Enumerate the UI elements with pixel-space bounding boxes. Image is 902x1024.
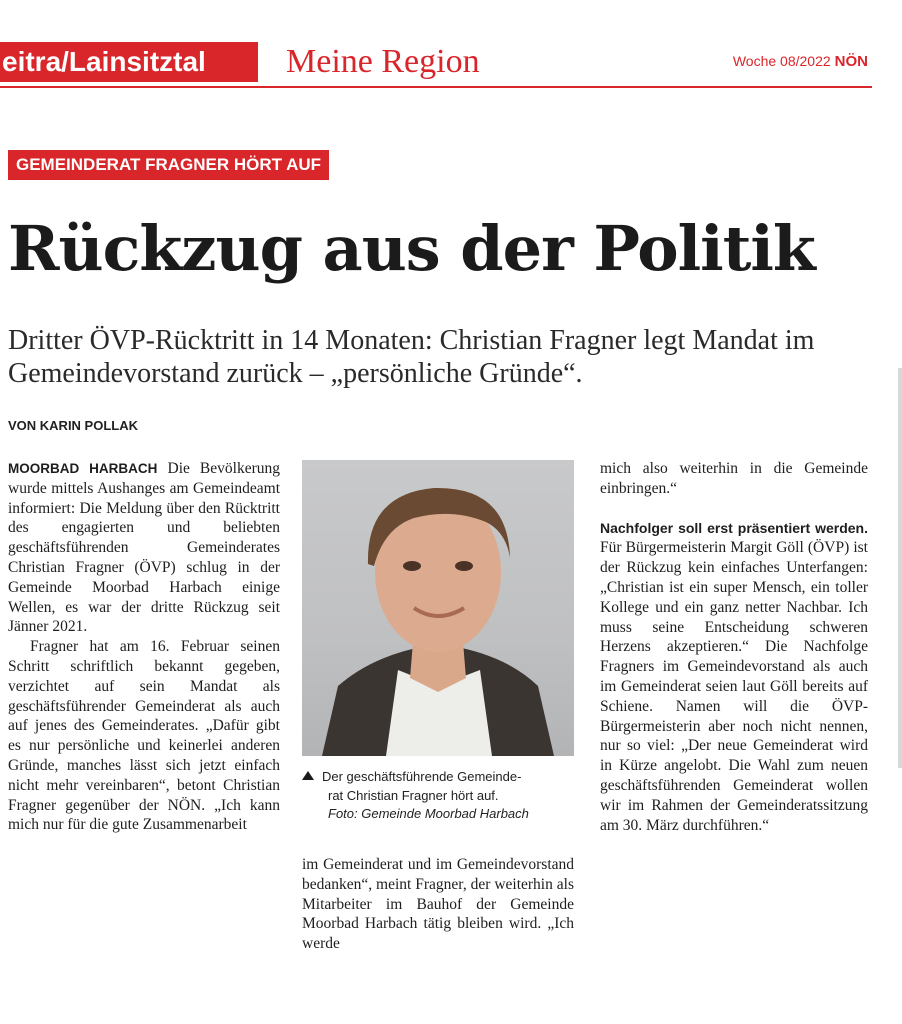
page-edge bbox=[898, 368, 902, 768]
portrait-photo bbox=[302, 460, 574, 756]
column-2 bbox=[302, 855, 574, 954]
paragraph-2: Fragner hat am 16. Februar seinen Schritt schriftlich bekannt gegeben, verzichtet auf sein Mandat als geschäftsführender Gemeinderat als auch auf jenes des Gemeinderates. „Dafür gibt es nur persönliche und keinerlei anderen Gründe, manches lässt sich jetzt einfach nicht mehr vereinbaren“, betont Christian Fragner gegenüber der NÖN. „Ich kann mich nur für die gute Zusammenarbeit bbox=[8, 638, 280, 834]
subheading: Nachfolger soll erst präsentiert werden. bbox=[600, 519, 868, 536]
photo-credit: Foto: Gemeinde Moorbad Harbach bbox=[328, 806, 529, 821]
article-kicker: GEMEINDERAT FRAGNER HÖRT AUF bbox=[8, 150, 329, 180]
portrait-image bbox=[302, 460, 574, 756]
article-byline: VON KARIN POLLAK bbox=[8, 418, 138, 433]
column-1 bbox=[8, 459, 280, 835]
issue-week: Woche 08/2022 bbox=[732, 53, 831, 69]
caption-line-1: Der geschäftsführende Gemeinde- bbox=[322, 769, 522, 784]
section-label: eitra/Lainsitztal bbox=[0, 42, 258, 82]
caption-arrow-icon bbox=[302, 771, 314, 780]
caption-line-2: rat Christian Fragner hört auf. bbox=[328, 787, 499, 803]
column-3 bbox=[600, 459, 868, 835]
paragraph-1 bbox=[8, 459, 280, 637]
photo-caption bbox=[302, 768, 574, 824]
article-headline: Rückzug aus der Politik bbox=[8, 212, 815, 285]
paragraph-1-text: Die Bevölkerung wurde mittels Aushanges am Gemeindeamt informiert: Die Meldung über den Rücktritt des engagierten und beliebten geschäftsführenden Gemeinderates Christian Fragner (ÖVP) schlug in der Gemeinde Moorbad Harbach einige Wellen, es war der dritte Rückzug seit Jänner 2021. bbox=[8, 460, 280, 636]
region-title: Meine Region bbox=[286, 43, 480, 80]
issue-info bbox=[733, 52, 868, 71]
dateline: MOORBAD HARBACH bbox=[8, 461, 158, 476]
paragraph-3: im Gemeinderat und im Gemeindevorstand bedanken“, meint Fragner, der weiterhin als Mitarbeiter im Bauhof der Gemeinde Moorbad Harbach tätig bleiben wird. „Ich werde bbox=[302, 856, 574, 953]
paragraph-5-text: Für Bürgermeisterin Margit Göll (ÖVP) ist der Rückzug kein einfaches Unterfangen: „Christian ist ein super Mensch, ein toller Kollege und ein ganz netter Nachbar. Ich muss seine Entscheidung schweren Herzens akzeptieren.“ Die Nachfolge Fragners im Gemeindevorstand als auch im Gemeinderat seien laut Göll bereits auf Schiene. Namen will die ÖVP-Bürgermeisterin aber noch nicht nennen, nur so viel: „Der neue Gemeinderat wird in Kürze angelobt. Die Wahl zum neuen geschäftsführenden Gemeinderat wollen wir im Rahmen der Gemeinderatssitzung am 30. März durchführen.“ bbox=[600, 539, 868, 834]
header-divider bbox=[0, 86, 872, 88]
paragraph-4: mich also weiterhin in die Gemeinde einbringen.“ bbox=[600, 460, 868, 497]
article-subhead: Dritter ÖVP-Rücktritt in 14 Monaten: Christian Fragner legt Mandat im Gemeindevorstand zurück – „persönliche Gründe“. bbox=[8, 325, 815, 389]
brand-logo: NÖN bbox=[834, 53, 868, 70]
paragraph-5 bbox=[600, 519, 868, 836]
